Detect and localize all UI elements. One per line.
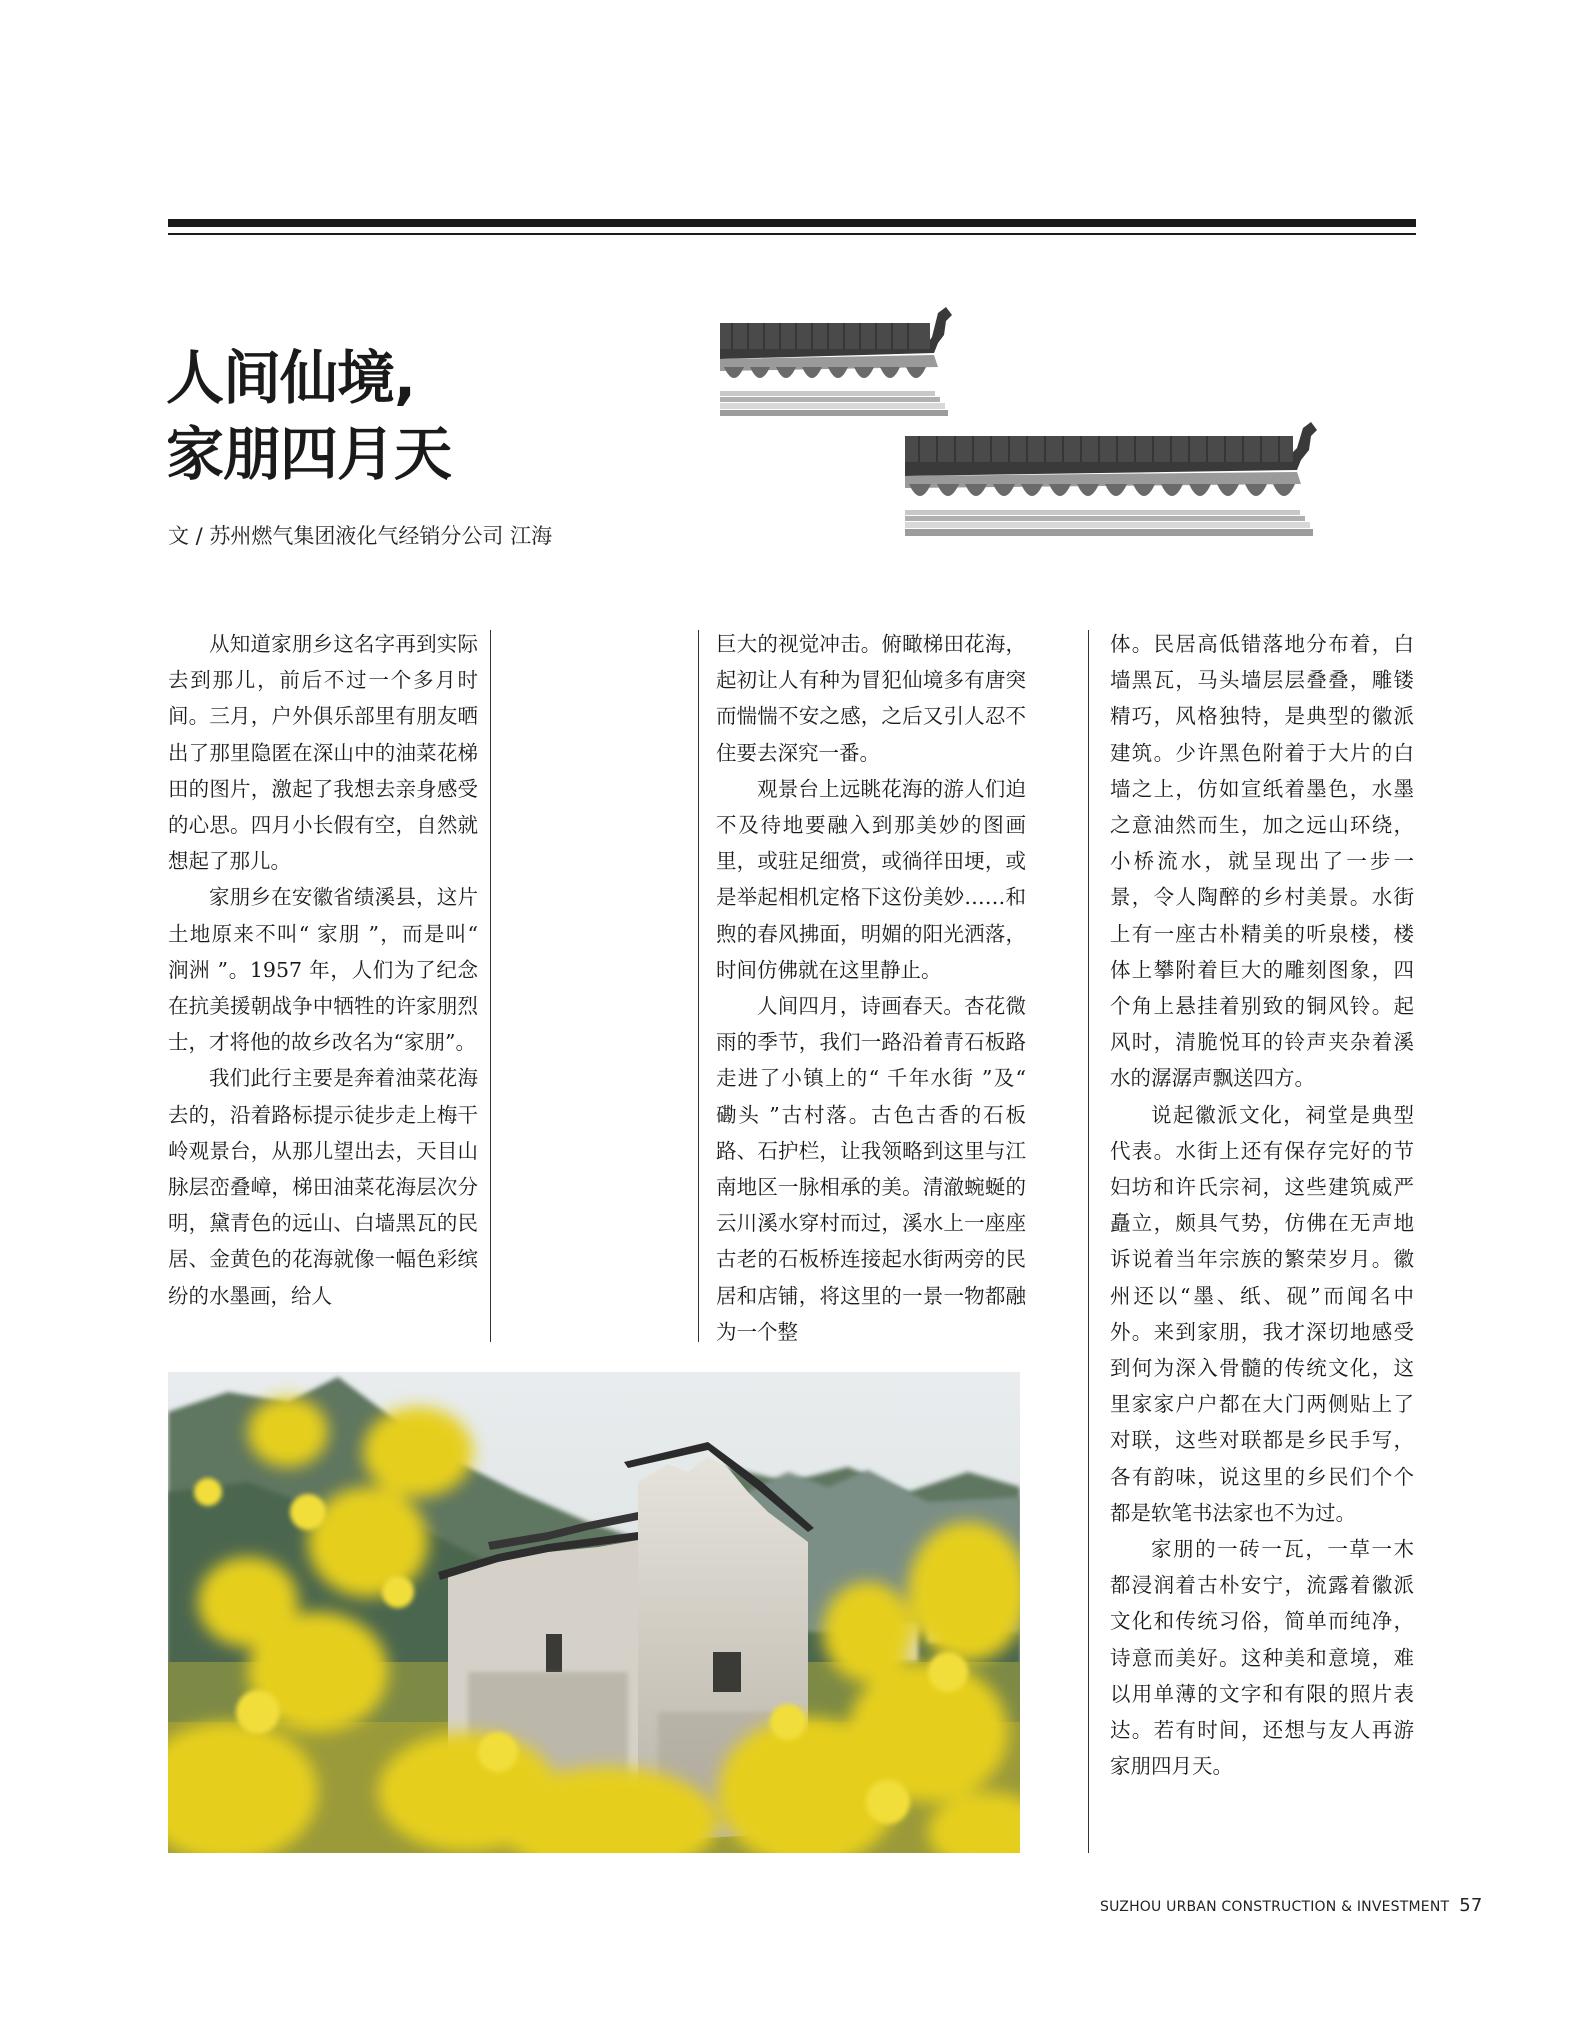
paragraph: 体。民居高低错落地分布着，白墙黑瓦，马头墙层层叠叠，雕镂精巧，风格独特，是典型的徽派建筑。少许黑色附着于大片的白墙之上，仿如宣纸着墨色，水墨之意油然而生，加之远山环绕，小桥流水，就呈现出了一步一景，令人陶醉的乡村美景。水街上有一座古朴精美的听泉楼，楼体上攀附着巨大的雕刻图象，四个角上悬挂着别致的铜风铃。起风时，清脆悦耳的铃声夹杂着溪水的潺潺声飘送四方。 [1110, 632, 1414, 1091]
page-footer [1100, 1895, 1483, 1916]
page-number: 57 [1459, 1895, 1483, 1916]
magazine-name: SUZHOU URBAN CONSTRUCTION & INVESTMENT [1100, 1899, 1450, 1915]
header-rule-thin [168, 233, 1416, 235]
article-photo-village-rapeseed [168, 1372, 1020, 1853]
title-line-1: 人间仙境, [166, 344, 416, 412]
column-divider-3 [1088, 630, 1089, 1853]
roof-eave-illustration-lower [905, 422, 1345, 554]
paragraph: 说起徽派文化，祠堂是典型代表。水街上还有保存完好的节妇坊和许氏宗祠，这些建筑威严矗立，颇具气势，仿佛在无声地诉说着当年宗族的繁荣岁月。徽州还以“墨、纸、砚”而闻名中外。来到家朋，我才深切地感受到何为深入骨髓的传统文化，这里家家户户都在大门两侧贴上了对联，这些对联都是乡民手写，各有韵味，说这里的乡民们个个都是软笔书法家也不为过。 [1110, 1102, 1414, 1525]
paragraph: 家朋乡在安徽省绩溪县，这片土地原来不叫“ 家朋 ”，而是叫“ 涧洲 ”。1957 年，人们为了纪念在抗美援朝战争中牺牲的许家朋烈士，才将他的故乡改名为“家朋”。 [168, 885, 478, 1055]
article-title [166, 340, 451, 492]
paragraph: 家朋的一砖一瓦，一草一木都浸润着古朴安宁，流露着徽派文化和传统习俗，简单而纯净，诗意而美好。这种美和意境，难以用单薄的文字和有限的照片表达。若有时间，还想与友人再游家朋四月天。 [1110, 1537, 1414, 1779]
paragraph: 巨大的视觉冲击。俯瞰梯田花海，起初让人有种为冒犯仙境多有唐突而惴惴不安之感，之后又引人忍不住要去深究一番。 [716, 632, 1026, 765]
header-rule-thick [168, 219, 1416, 227]
paragraph: 我们此行主要是奔着油菜花海去的，沿着路标提示徒步走上梅干岭观景台，从那儿望出去，天目山脉层峦叠嶂，梯田油菜花海层次分明，黛青色的远山、白墙黑瓦的民居、金黄色的花海就像一幅色彩缤纷的水墨画，给人 [168, 1066, 478, 1308]
title-line-2: 家朋四月天 [166, 420, 452, 488]
column-divider-2 [698, 630, 699, 1342]
paragraph: 人间四月，诗画春天。杏花微雨的季节，我们一路沿着青石板路走进了小镇上的“ 千年水街 ”及“ 磡头 ”古村落。古色古香的石板路、石护栏，让我领略到这里与江南地区一脉相承的美。清澈蜿蜒的云川溪水穿村而过，溪水上一座座古老的石板桥连接起水街两旁的民居和店铺，将这里的一景一物都融为一个整 [716, 994, 1026, 1344]
column-divider-1 [490, 630, 491, 1342]
byline: 文 / 苏州燃气集团液化气经销分公司 江海 [168, 524, 553, 548]
paragraph: 从知道家朋乡这名字再到实际去到那儿，前后不过一个多月时间。三月，户外俱乐部里有朋友晒出了那里隐匿在深山中的油菜花梯田的图片，激起了我想去亲身感受的心思。四月小长假有空，自然就想起了那儿。 [168, 632, 478, 874]
roof-eave-illustration-upper [720, 305, 960, 435]
text-column-2 [716, 626, 1026, 1350]
paragraph: 观景台上远眺花海的游人们迫不及待地要融入到那美妙的图画里，或驻足细赏，或徜徉田埂，或是举起相机定格下这份美妙……和煦的春风拂面，明媚的阳光洒落，时间仿佛就在这里静止。 [716, 776, 1026, 982]
text-column-3 [1110, 626, 1414, 1785]
text-column-1 [168, 626, 478, 1314]
